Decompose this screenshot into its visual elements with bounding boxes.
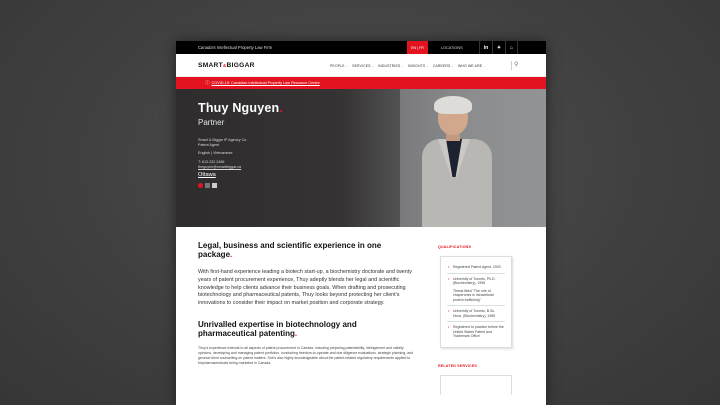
profile-title: Partner bbox=[198, 118, 225, 127]
email-link[interactable]: thnguyen@smartbiggar.ca bbox=[198, 165, 242, 169]
pdf-icon[interactable] bbox=[198, 183, 203, 188]
languages: English | Vietnamese bbox=[198, 151, 233, 155]
social-links bbox=[479, 41, 518, 54]
qualifications-label: QUALIFICATIONS bbox=[438, 245, 472, 249]
profile-hero bbox=[176, 89, 546, 227]
bio-heading-2: Unrivalled expertise in biotechnology and pharmaceutical patenting. bbox=[198, 319, 357, 338]
related-services-card bbox=[440, 375, 512, 395]
nav-industries[interactable]: INDUSTRIES ⌄ bbox=[378, 64, 404, 68]
logo[interactable]: SMART&BIGGAR bbox=[198, 61, 255, 69]
qualification-item: • University of Toronto, Ph.D. (Biochemistry), 1996 Thesis titled "The role of chaperones in intracellular protein trafficking" bbox=[447, 274, 505, 307]
office-link[interactable]: Ottawa bbox=[198, 172, 216, 178]
profile-photo bbox=[400, 89, 546, 227]
vcard-icon[interactable] bbox=[205, 183, 210, 188]
sidebar bbox=[438, 245, 518, 395]
nav-careers[interactable]: CAREERS ⌄ bbox=[433, 64, 454, 68]
nav-who-we-are[interactable]: WHO WE ARE ⌄ bbox=[458, 64, 486, 68]
language-toggle[interactable]: EN | FR bbox=[407, 41, 428, 54]
qualification-item: • Registered to practice before the United States Patent and Trademark Office bbox=[447, 322, 505, 342]
role: Patent Agent bbox=[198, 143, 220, 147]
qualification-item: • University of Toronto, B.Sc. Hons. (Biochemistry), 1989 bbox=[447, 306, 505, 322]
browser-page bbox=[176, 41, 546, 405]
linkedin-icon[interactable]: in bbox=[479, 41, 492, 54]
profile-actions bbox=[198, 183, 217, 188]
info-icon: ⓘ bbox=[205, 80, 210, 85]
home-icon[interactable]: ⌂ bbox=[505, 41, 518, 54]
print-icon[interactable] bbox=[212, 183, 217, 188]
profile-content bbox=[176, 227, 546, 405]
phone[interactable]: T: 613.232.2486 bbox=[198, 160, 225, 164]
nav-insights[interactable]: INSIGHTS ⌄ bbox=[408, 64, 429, 68]
nav-services[interactable]: SERVICES ⌄ bbox=[352, 64, 374, 68]
top-bar bbox=[176, 41, 546, 54]
bio-paragraph-2: Thuy's experience extends to all aspects of patent procurement in Canada, including preparing patentability, infringement and validity opinions, developing and managing patent portfolios, conducting freedom-to-operate and due diligence evaluations, strategic planning, and general client counselling on patent matters. She's also highly knowledgeable about the patent-related regulatory requirements applied to biopharmaceuticals being marketed in Canada. bbox=[198, 345, 414, 365]
tagline: Canada's Intellectual Property Law Firm bbox=[198, 45, 273, 50]
nav-people[interactable]: PEOPLE ⌄ bbox=[330, 64, 348, 68]
covid-resource-link[interactable]: COVID-19: Canadian Intellectual Property Law Resource Centre bbox=[211, 81, 320, 85]
qualification-item: • Registered Patent Agent, 2000 bbox=[447, 262, 505, 274]
bio-heading-1: Legal, business and scientific experience in one package. bbox=[198, 241, 382, 259]
twitter-icon[interactable]: ✦ bbox=[492, 41, 505, 54]
related-services-label: RELATED SERVICES bbox=[438, 363, 478, 368]
alert-banner bbox=[176, 77, 546, 89]
bio-paragraph-1: With first-hand experience leading a biotech start-up, a biochemistry doctorate and twenty years of patent procurement experience, Thuy adeptly blends her legal and scientific knowledge to help clients advance their business goals. When drafting and prosecuting biotechnology and pharmaceutical patents, Thuy looks beyond protecting her client's innovations to consider their impact on market position and corporate strategy. bbox=[198, 269, 412, 307]
site-header bbox=[176, 54, 546, 77]
locations-link[interactable]: LOCATIONS bbox=[441, 45, 463, 50]
bio bbox=[198, 241, 416, 366]
search-icon[interactable]: ⚲ bbox=[511, 61, 520, 70]
profile-name: Thuy Nguyen. bbox=[198, 101, 284, 115]
qualifications-card bbox=[440, 256, 512, 348]
company: Smart & Biggar IP Agency Co. bbox=[198, 138, 248, 142]
main-nav bbox=[330, 54, 486, 77]
